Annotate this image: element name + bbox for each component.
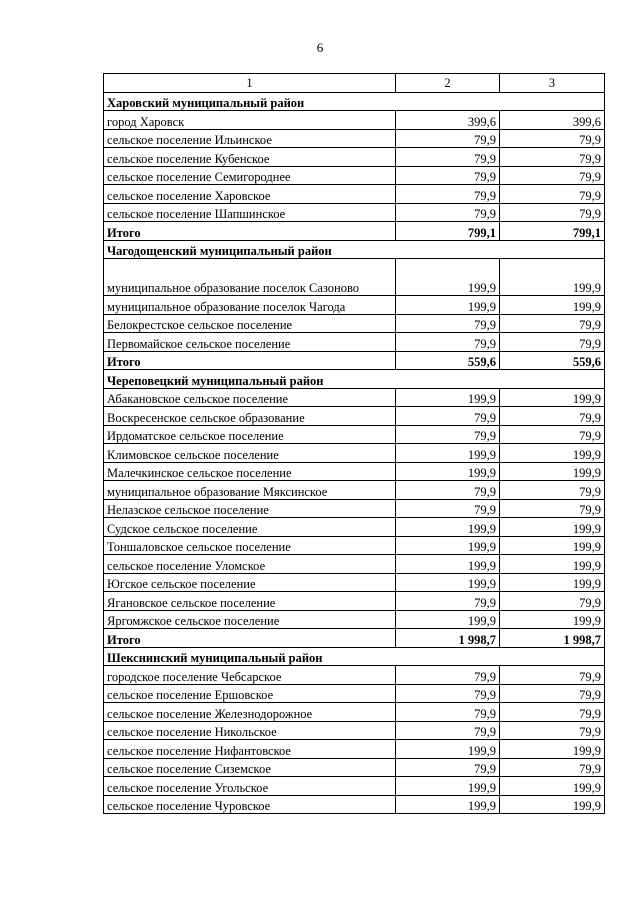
- section-title: Чагодощенский муниципальный район: [104, 240, 605, 259]
- column-header: 2: [396, 74, 500, 93]
- value-column-2: 199,9: [396, 518, 500, 537]
- table-row: [104, 333, 605, 352]
- value-column-3: 79,9: [500, 499, 605, 518]
- municipality-name: сельское поселение Шапшинское: [104, 203, 396, 222]
- table-row: [104, 610, 605, 629]
- total-row: [104, 222, 605, 241]
- value-column-3: 79,9: [500, 481, 605, 500]
- table-row: [104, 111, 605, 130]
- value-column-2: 79,9: [396, 425, 500, 444]
- table-row: [104, 795, 605, 814]
- municipality-name: городское поселение Чебсарское: [104, 666, 396, 685]
- value-column-3: 399,6: [500, 111, 605, 130]
- value-column-3: 79,9: [500, 166, 605, 185]
- value-column-3: 79,9: [500, 703, 605, 722]
- total-value-column-2: 559,6: [396, 351, 500, 370]
- allocation-table: [103, 73, 605, 814]
- section-title: Шекснинский муниципальный район: [104, 647, 605, 666]
- table-row: [104, 259, 605, 296]
- municipality-name: сельское поселение Уломское: [104, 555, 396, 574]
- municipality-name: Абакановское сельское поселение: [104, 388, 396, 407]
- value-column-3: 199,9: [500, 610, 605, 629]
- municipality-name: Тоншаловское сельское поселение: [104, 536, 396, 555]
- value-column-2: 199,9: [396, 777, 500, 796]
- section-header-row: [104, 370, 605, 389]
- value-column-3: 199,9: [500, 388, 605, 407]
- table-row: [104, 388, 605, 407]
- municipality-name: сельское поселение Никольское: [104, 721, 396, 740]
- value-column-3: 79,9: [500, 185, 605, 204]
- table-row: [104, 592, 605, 611]
- table-row: [104, 684, 605, 703]
- value-column-2: 199,9: [396, 573, 500, 592]
- section-title: Харовский муниципальный район: [104, 92, 605, 111]
- table-row: [104, 425, 605, 444]
- table-row: [104, 203, 605, 222]
- table-row: [104, 296, 605, 315]
- value-column-2: 79,9: [396, 407, 500, 426]
- value-column-3: 199,9: [500, 518, 605, 537]
- municipality-name: сельское поселение Семигороднее: [104, 166, 396, 185]
- total-value-column-3: 799,1: [500, 222, 605, 241]
- municipality-name: Нелазское сельское поселение: [104, 499, 396, 518]
- table-row: [104, 166, 605, 185]
- value-column-3: 199,9: [500, 740, 605, 759]
- value-column-2: 79,9: [396, 592, 500, 611]
- municipality-name: Первомайское сельское поселение: [104, 333, 396, 352]
- municipality-name: Ягановское сельское поселение: [104, 592, 396, 611]
- value-column-3: 79,9: [500, 721, 605, 740]
- value-column-2: 79,9: [396, 758, 500, 777]
- value-column-2: 79,9: [396, 684, 500, 703]
- table-row: [104, 185, 605, 204]
- value-column-3: 79,9: [500, 666, 605, 685]
- table-row: [104, 444, 605, 463]
- municipality-name: Ирдоматское сельское поселение: [104, 425, 396, 444]
- total-label: Итого: [104, 351, 396, 370]
- municipality-name: сельское поселение Угольское: [104, 777, 396, 796]
- value-column-3: 79,9: [500, 148, 605, 167]
- table-row: [104, 777, 605, 796]
- value-column-3: 199,9: [500, 444, 605, 463]
- municipality-name: сельское поселение Ершовское: [104, 684, 396, 703]
- value-column-2: 199,9: [396, 462, 500, 481]
- value-column-2: 79,9: [396, 129, 500, 148]
- total-row: [104, 629, 605, 648]
- value-column-3: 79,9: [500, 407, 605, 426]
- value-column-3: 199,9: [500, 795, 605, 814]
- municipality-name: муниципальное образование поселок Сазоново: [104, 259, 396, 296]
- value-column-2: 79,9: [396, 481, 500, 500]
- page-number: 6: [316, 40, 324, 55]
- total-row: [104, 351, 605, 370]
- value-column-2: 79,9: [396, 703, 500, 722]
- table-row: [104, 462, 605, 481]
- total-value-column-2: 799,1: [396, 222, 500, 241]
- municipality-name: сельское поселение Чуровское: [104, 795, 396, 814]
- value-column-2: 199,9: [396, 296, 500, 315]
- value-column-3: 79,9: [500, 314, 605, 333]
- value-column-3: 199,9: [500, 462, 605, 481]
- table-row: [104, 740, 605, 759]
- section-header-row: [104, 240, 605, 259]
- value-column-3: 79,9: [500, 425, 605, 444]
- municipality-name: Яргомжское сельское поселение: [104, 610, 396, 629]
- value-column-2: 79,9: [396, 148, 500, 167]
- table-row: [104, 314, 605, 333]
- municipality-name: муниципальное образование поселок Чагода: [104, 296, 396, 315]
- value-column-2: 199,9: [396, 536, 500, 555]
- value-column-3: 199,9: [500, 259, 605, 296]
- total-label: Итого: [104, 222, 396, 241]
- municipality-name: сельское поселение Харовское: [104, 185, 396, 204]
- column-header: 3: [500, 74, 605, 93]
- value-column-2: 79,9: [396, 333, 500, 352]
- municipality-name: сельское поселение Нифантовское: [104, 740, 396, 759]
- value-column-2: 79,9: [396, 721, 500, 740]
- value-column-3: 199,9: [500, 777, 605, 796]
- municipality-name: Белокрестское сельское поселение: [104, 314, 396, 333]
- table-row: [104, 407, 605, 426]
- table-row: [104, 499, 605, 518]
- value-column-2: 79,9: [396, 499, 500, 518]
- value-column-2: 79,9: [396, 166, 500, 185]
- municipality-name: муниципальное образование Мяксинское: [104, 481, 396, 500]
- table-row: [104, 481, 605, 500]
- value-column-3: 79,9: [500, 129, 605, 148]
- section-header-row: [104, 647, 605, 666]
- column-header: 1: [104, 74, 396, 93]
- table-row: [104, 555, 605, 574]
- municipality-name: Воскресенское сельское образование: [104, 407, 396, 426]
- value-column-3: 79,9: [500, 684, 605, 703]
- value-column-2: 199,9: [396, 555, 500, 574]
- municipality-name: Малечкинское сельское поселение: [104, 462, 396, 481]
- municipality-name: сельское поселение Ильинское: [104, 129, 396, 148]
- value-column-3: 199,9: [500, 555, 605, 574]
- table-row: [104, 148, 605, 167]
- municipality-name: Югское сельское поселение: [104, 573, 396, 592]
- table-row: [104, 666, 605, 685]
- value-column-2: 199,9: [396, 795, 500, 814]
- section-header-row: [104, 92, 605, 111]
- value-column-3: 79,9: [500, 758, 605, 777]
- total-value-column-2: 1 998,7: [396, 629, 500, 648]
- value-column-3: 79,9: [500, 333, 605, 352]
- value-column-2: 199,9: [396, 740, 500, 759]
- table-row: [104, 758, 605, 777]
- value-column-3: 199,9: [500, 573, 605, 592]
- value-column-2: 79,9: [396, 314, 500, 333]
- value-column-2: 199,9: [396, 610, 500, 629]
- value-column-2: 399,6: [396, 111, 500, 130]
- value-column-2: 79,9: [396, 185, 500, 204]
- value-column-2: 79,9: [396, 203, 500, 222]
- municipality-name: сельское поселение Кубенское: [104, 148, 396, 167]
- municipality-name: сельское поселение Железнодорожное: [104, 703, 396, 722]
- table-header-row: [104, 74, 605, 93]
- municipality-name: Судское сельское поселение: [104, 518, 396, 537]
- value-column-2: 199,9: [396, 259, 500, 296]
- municipality-name: город Харовск: [104, 111, 396, 130]
- value-column-2: 79,9: [396, 666, 500, 685]
- total-label: Итого: [104, 629, 396, 648]
- table-row: [104, 129, 605, 148]
- municipality-name: сельское поселение Сиземское: [104, 758, 396, 777]
- municipality-name: Климовское сельское поселение: [104, 444, 396, 463]
- value-column-3: 199,9: [500, 296, 605, 315]
- value-column-2: 199,9: [396, 444, 500, 463]
- table-row: [104, 573, 605, 592]
- table-row: [104, 536, 605, 555]
- table-row: [104, 518, 605, 537]
- total-value-column-3: 559,6: [500, 351, 605, 370]
- total-value-column-3: 1 998,7: [500, 629, 605, 648]
- table-row: [104, 721, 605, 740]
- value-column-2: 199,9: [396, 388, 500, 407]
- value-column-3: 199,9: [500, 536, 605, 555]
- section-title: Череповецкий муниципальный район: [104, 370, 605, 389]
- value-column-3: 79,9: [500, 203, 605, 222]
- table-row: [104, 703, 605, 722]
- value-column-3: 79,9: [500, 592, 605, 611]
